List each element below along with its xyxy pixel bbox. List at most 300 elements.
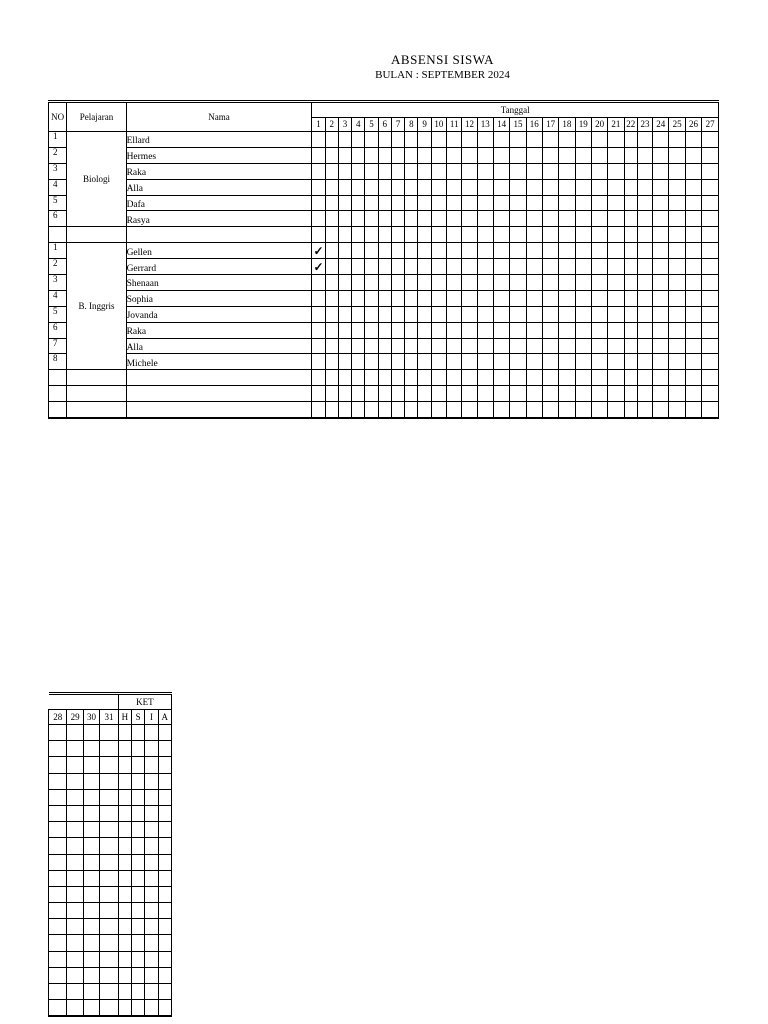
day-cell[interactable] [685,306,701,322]
day-cell[interactable] [637,195,652,211]
day-cell[interactable] [637,179,652,195]
day-cell[interactable] [510,243,526,259]
day-cell[interactable] [378,211,391,227]
day-cell[interactable] [526,275,542,291]
day-cell[interactable] [338,179,351,195]
day-cell[interactable] [365,306,378,322]
day-cell[interactable] [67,822,83,838]
day-cell[interactable] [653,306,669,322]
day-cell[interactable] [325,290,338,306]
day-cell[interactable] [100,773,118,789]
day-cell[interactable] [49,935,67,951]
day-cell[interactable] [608,322,624,338]
day-cell[interactable] [493,211,509,227]
day-cell[interactable] [685,243,701,259]
ket-cell[interactable] [145,903,158,919]
day-cell[interactable] [391,243,404,259]
day-cell[interactable] [447,163,462,179]
day-cell[interactable] [669,211,685,227]
ket-cell[interactable] [131,967,144,983]
day-cell[interactable] [591,132,607,148]
day-cell[interactable] [405,179,418,195]
day-cell[interactable] [608,211,624,227]
day-cell[interactable] [653,259,669,275]
day-cell[interactable] [608,132,624,148]
day-cell[interactable] [100,903,118,919]
day-cell[interactable] [608,243,624,259]
day-cell[interactable] [83,951,99,967]
ket-cell[interactable] [131,870,144,886]
day-cell[interactable] [67,838,83,854]
ket-cell[interactable] [158,741,171,757]
day-cell[interactable] [526,147,542,163]
day-cell[interactable] [493,179,509,195]
day-cell[interactable] [49,789,67,805]
day-cell[interactable] [477,275,493,291]
day-cell[interactable] [49,886,67,902]
day-cell[interactable] [447,306,462,322]
day-cell[interactable] [526,163,542,179]
day-cell[interactable] [608,147,624,163]
day-cell[interactable] [418,290,431,306]
day-cell[interactable] [608,338,624,354]
day-cell[interactable] [405,259,418,275]
day-cell[interactable] [608,195,624,211]
day-cell[interactable] [575,275,591,291]
day-cell[interactable] [83,838,99,854]
ket-cell[interactable] [145,919,158,935]
day-cell[interactable] [542,354,558,370]
day-cell[interactable] [493,306,509,322]
day-cell[interactable] [702,338,719,354]
day-cell[interactable] [653,163,669,179]
day-cell[interactable] [67,725,83,741]
day-cell[interactable] [352,354,365,370]
day-cell[interactable] [702,211,719,227]
day-cell[interactable] [378,147,391,163]
day-cell[interactable] [405,132,418,148]
day-cell[interactable] [338,338,351,354]
day-cell[interactable] [526,306,542,322]
ket-cell[interactable] [158,789,171,805]
day-cell[interactable] [378,338,391,354]
day-cell[interactable] [510,354,526,370]
day-cell[interactable] [559,195,575,211]
day-cell[interactable] [575,132,591,148]
day-cell[interactable] [702,322,719,338]
ket-cell[interactable] [118,725,131,741]
day-cell[interactable] [312,306,325,322]
day-cell[interactable] [608,306,624,322]
day-cell[interactable] [462,338,477,354]
day-cell[interactable] [325,179,338,195]
day-cell[interactable] [312,211,325,227]
day-cell[interactable] [685,338,701,354]
day-cell[interactable] [462,163,477,179]
check-mark[interactable]: ✓ [313,259,324,274]
day-cell[interactable] [462,243,477,259]
day-cell[interactable] [462,195,477,211]
day-cell[interactable] [542,259,558,275]
day-cell[interactable] [477,322,493,338]
day-cell[interactable] [624,132,637,148]
day-cell[interactable] [83,903,99,919]
day-cell[interactable] [493,147,509,163]
day-cell[interactable] [462,275,477,291]
day-cell[interactable] [477,147,493,163]
day-cell[interactable] [559,290,575,306]
day-cell[interactable] [559,354,575,370]
ket-cell[interactable] [118,951,131,967]
day-cell[interactable] [624,338,637,354]
day-cell[interactable] [391,147,404,163]
day-cell[interactable] [591,211,607,227]
day-cell[interactable] [608,290,624,306]
ket-cell[interactable] [145,854,158,870]
day-cell[interactable] [624,275,637,291]
day-cell[interactable] [526,354,542,370]
day-cell[interactable] [637,211,652,227]
day-cell[interactable] [100,854,118,870]
day-cell[interactable] [685,132,701,148]
day-cell[interactable] [365,338,378,354]
day-cell[interactable] [477,338,493,354]
day-cell[interactable] [510,163,526,179]
day-cell[interactable] [325,275,338,291]
ket-cell[interactable] [158,838,171,854]
day-cell[interactable] [559,211,575,227]
day-cell[interactable] [83,935,99,951]
day-cell[interactable] [378,354,391,370]
day-cell[interactable] [418,354,431,370]
day-cell[interactable] [325,322,338,338]
day-cell[interactable] [702,163,719,179]
day-cell[interactable] [391,259,404,275]
day-cell[interactable] [624,147,637,163]
ket-cell[interactable] [145,725,158,741]
day-cell[interactable] [542,179,558,195]
day-cell[interactable] [405,211,418,227]
day-cell[interactable] [702,290,719,306]
ket-cell[interactable] [118,757,131,773]
day-cell[interactable] [100,919,118,935]
day-cell[interactable] [431,147,446,163]
day-cell[interactable] [338,354,351,370]
day-cell[interactable] [510,338,526,354]
day-cell[interactable] [418,147,431,163]
day-cell[interactable] [477,163,493,179]
day-cell[interactable] [702,243,719,259]
ket-cell[interactable] [118,822,131,838]
day-cell[interactable] [624,195,637,211]
day-cell[interactable] [591,259,607,275]
day-cell[interactable] [669,259,685,275]
day-cell[interactable] [637,306,652,322]
day-cell[interactable] [312,338,325,354]
day-cell[interactable] [526,290,542,306]
day-cell[interactable] [685,275,701,291]
day-cell[interactable] [352,163,365,179]
day-cell[interactable] [378,163,391,179]
day-cell[interactable] [391,163,404,179]
day-cell[interactable] [325,243,338,259]
ket-cell[interactable] [145,1000,158,1017]
ket-cell[interactable] [118,1000,131,1017]
day-cell[interactable] [624,290,637,306]
day-cell[interactable] [365,354,378,370]
day-cell[interactable] [653,290,669,306]
day-cell[interactable] [669,338,685,354]
day-cell[interactable] [100,789,118,805]
day-cell[interactable] [67,935,83,951]
day-cell[interactable] [591,306,607,322]
day-cell[interactable] [312,132,325,148]
day-cell[interactable] [608,354,624,370]
day-cell[interactable] [493,243,509,259]
day-cell[interactable] [312,322,325,338]
day-cell[interactable] [637,275,652,291]
day-cell[interactable] [493,322,509,338]
day-cell[interactable] [653,211,669,227]
day-cell[interactable] [67,1000,83,1017]
ket-cell[interactable] [145,935,158,951]
day-cell[interactable] [653,243,669,259]
day-cell[interactable] [637,259,652,275]
day-cell[interactable] [100,984,118,1000]
day-cell[interactable] [526,338,542,354]
ket-cell[interactable] [145,822,158,838]
day-cell[interactable] [669,275,685,291]
day-cell[interactable] [510,195,526,211]
day-cell[interactable] [325,163,338,179]
day-cell[interactable] [100,757,118,773]
day-cell[interactable] [493,195,509,211]
day-cell[interactable] [526,179,542,195]
ket-cell[interactable] [131,886,144,902]
day-cell[interactable] [418,179,431,195]
day-cell[interactable] [575,306,591,322]
day-cell[interactable] [365,322,378,338]
day-cell[interactable] [559,163,575,179]
day-cell[interactable] [83,805,99,821]
day-cell[interactable] [493,354,509,370]
day-cell[interactable] [510,275,526,291]
day-cell[interactable] [352,290,365,306]
day-cell[interactable] [100,805,118,821]
day-cell[interactable] [493,338,509,354]
day-cell[interactable] [391,338,404,354]
day-cell[interactable] [418,243,431,259]
ket-cell[interactable] [131,822,144,838]
ket-cell[interactable] [158,984,171,1000]
day-cell[interactable] [365,259,378,275]
day-cell[interactable] [542,243,558,259]
ket-cell[interactable] [131,919,144,935]
day-cell[interactable] [575,179,591,195]
day-cell[interactable] [352,243,365,259]
day-cell[interactable] [83,886,99,902]
day-cell[interactable] [312,275,325,291]
day-cell[interactable] [83,725,99,741]
day-cell[interactable] [608,259,624,275]
day-cell[interactable] [591,163,607,179]
day-cell[interactable] [447,259,462,275]
day-cell[interactable] [575,243,591,259]
day-cell[interactable] [542,163,558,179]
day-cell[interactable] [591,322,607,338]
day-cell[interactable] [352,275,365,291]
day-cell[interactable] [338,163,351,179]
ket-cell[interactable] [118,886,131,902]
ket-cell[interactable] [131,984,144,1000]
day-cell[interactable] [685,259,701,275]
day-cell[interactable] [67,919,83,935]
ket-cell[interactable] [158,805,171,821]
ket-cell[interactable] [131,1000,144,1017]
day-cell[interactable] [669,354,685,370]
ket-cell[interactable] [118,870,131,886]
day-cell[interactable] [591,243,607,259]
day-cell[interactable] [67,854,83,870]
day-cell[interactable] [477,306,493,322]
day-cell[interactable] [49,805,67,821]
day-cell[interactable] [100,967,118,983]
day-cell[interactable] [685,147,701,163]
day-cell[interactable] [418,163,431,179]
day-cell[interactable] [637,290,652,306]
day-cell[interactable] [653,354,669,370]
day-cell[interactable] [526,322,542,338]
ket-cell[interactable] [131,838,144,854]
day-cell[interactable] [325,147,338,163]
day-cell[interactable] [49,1000,67,1017]
day-cell[interactable] [391,275,404,291]
day-cell[interactable] [405,163,418,179]
day-cell[interactable] [49,773,67,789]
day-cell[interactable] [624,211,637,227]
day-cell[interactable] [67,741,83,757]
day-cell[interactable] [67,903,83,919]
day-cell[interactable] [431,354,446,370]
day-cell[interactable] [685,354,701,370]
day-cell[interactable] [405,290,418,306]
day-cell[interactable] [685,195,701,211]
day-cell[interactable] [312,354,325,370]
day-cell[interactable] [352,195,365,211]
day-cell[interactable] [49,870,67,886]
day-cell[interactable] [418,259,431,275]
day-cell[interactable] [669,322,685,338]
day-cell[interactable] [338,243,351,259]
day-cell[interactable] [83,1000,99,1017]
day-cell[interactable] [637,243,652,259]
day-cell[interactable] [312,163,325,179]
day-cell[interactable] [418,211,431,227]
ket-cell[interactable] [131,854,144,870]
day-cell[interactable] [352,211,365,227]
day-cell[interactable] [608,179,624,195]
day-cell[interactable] [526,211,542,227]
day-cell[interactable] [352,259,365,275]
ket-cell[interactable] [118,903,131,919]
day-cell[interactable] [312,147,325,163]
day-cell[interactable] [462,132,477,148]
day-cell[interactable] [653,147,669,163]
ket-cell[interactable] [118,967,131,983]
day-cell[interactable] [405,147,418,163]
ket-cell[interactable] [145,757,158,773]
day-cell[interactable] [462,259,477,275]
ket-cell[interactable] [145,870,158,886]
day-cell[interactable] [624,354,637,370]
ket-cell[interactable] [158,822,171,838]
day-cell[interactable] [365,290,378,306]
day-cell[interactable] [510,132,526,148]
day-cell[interactable] [83,984,99,1000]
day-cell[interactable] [391,179,404,195]
day-cell[interactable] [100,870,118,886]
day-cell[interactable] [431,179,446,195]
day-cell[interactable] [83,870,99,886]
day-cell[interactable] [653,179,669,195]
day-cell[interactable] [653,275,669,291]
day-cell[interactable] [637,147,652,163]
day-cell[interactable] [591,147,607,163]
day-cell[interactable] [325,338,338,354]
ket-cell[interactable] [158,854,171,870]
day-cell[interactable] [477,290,493,306]
day-cell[interactable] [510,147,526,163]
day-cell[interactable] [669,306,685,322]
day-cell[interactable] [447,290,462,306]
day-cell[interactable] [493,290,509,306]
day-cell[interactable] [669,132,685,148]
ket-cell[interactable] [158,870,171,886]
day-cell[interactable] [653,338,669,354]
day-cell[interactable] [542,275,558,291]
day-cell[interactable] [378,243,391,259]
day-cell[interactable] [67,870,83,886]
day-cell[interactable] [431,259,446,275]
day-cell[interactable] [447,179,462,195]
day-cell[interactable] [405,275,418,291]
day-cell[interactable] [575,195,591,211]
day-cell[interactable] [685,322,701,338]
day-cell[interactable] [391,354,404,370]
day-cell[interactable] [365,163,378,179]
ket-cell[interactable] [158,903,171,919]
ket-cell[interactable] [158,773,171,789]
day-cell[interactable] [637,163,652,179]
day-cell[interactable] [418,322,431,338]
day-cell[interactable] [100,725,118,741]
day-cell[interactable] [365,211,378,227]
day-cell[interactable] [338,306,351,322]
day-cell[interactable] [575,163,591,179]
day-cell[interactable] [685,211,701,227]
day-cell[interactable] [624,163,637,179]
day-cell[interactable] [669,163,685,179]
ket-cell[interactable] [131,757,144,773]
day-cell[interactable] [510,322,526,338]
day-cell[interactable] [67,805,83,821]
day-cell[interactable] [510,211,526,227]
day-cell[interactable] [493,132,509,148]
ket-cell[interactable] [158,886,171,902]
day-cell[interactable] [447,338,462,354]
day-cell[interactable] [591,179,607,195]
day-cell[interactable] [526,132,542,148]
